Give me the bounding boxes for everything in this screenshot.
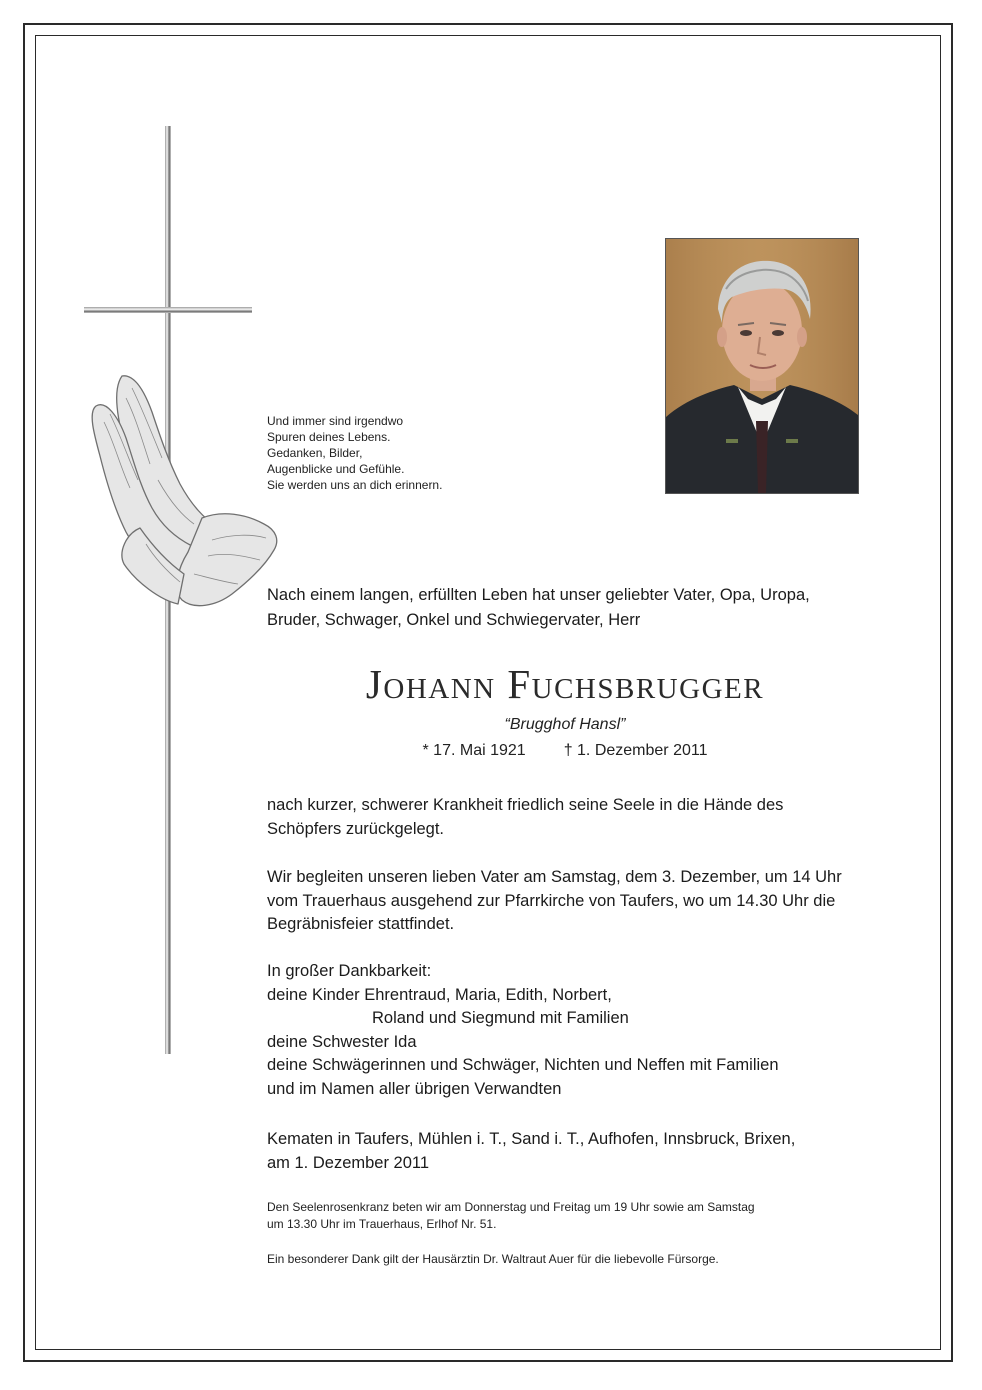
- memorial-quote: [267, 413, 567, 493]
- passage-line: Schöpfers zurückgelegt.: [267, 819, 445, 838]
- quote-line: Sie werden uns an dich erinnern.: [267, 478, 443, 492]
- praying-hands-icon: [82, 368, 282, 616]
- mourners-line: deine Kinder Ehrentraud, Maria, Edith, Norbert,: [267, 985, 612, 1004]
- mourners-line: Roland und Siegmund mit Familien: [372, 1009, 629, 1027]
- death-date: † 1. Dezember 2011: [563, 742, 708, 759]
- thanks-line: Ein besonderer Dank gilt der Hausärztin Dr. Waltraut Auer für die liebevolle Fürsorge.: [267, 1252, 719, 1266]
- deceased-name: Johann Fuchsbrugger: [365, 661, 765, 707]
- passage-line: nach kurzer, schwerer Krankheit friedlich seine Seele in die Hände des: [267, 796, 784, 814]
- birth-date: * 17. Mai 1921: [422, 742, 526, 759]
- mourners-list: [267, 960, 877, 1101]
- quote-line: Und immer sind irgendwo: [267, 414, 404, 428]
- rosary-note: [267, 1199, 867, 1233]
- place-line: am 1. Dezember 2011: [267, 1153, 430, 1172]
- cross-horizontal-bar: [84, 307, 252, 313]
- funeral-line: vom Trauerhaus ausgehend zur Pfarrkirche von Taufers, wo um 14.30 Uhr die: [267, 891, 836, 910]
- quote-line: Gedanken, Bilder,: [267, 446, 363, 460]
- intro-line: Bruder, Schwager, Onkel und Schwiegervater, Herr: [267, 611, 641, 629]
- life-dates: [250, 742, 880, 760]
- mourners-line: deine Schwägerinnen und Schwäger, Nichten und Neffen mit Familien: [267, 1056, 779, 1074]
- funeral-line: Wir begleiten unseren lieben Vater am Samstag, dem 3. Dezember, um 14 Uhr: [267, 868, 842, 886]
- rosary-line: Den Seelenrosenkranz beten wir am Donnerstag und Freitag um 19 Uhr sowie am Samstag: [267, 1200, 755, 1214]
- deceased-nickname: “Brugghof Hansl”: [504, 716, 626, 733]
- funeral-line: Begräbnisfeier stattfindet.: [267, 915, 455, 933]
- intro-line: Nach einem langen, erfüllten Leben hat unser geliebter Vater, Opa, Uropa,: [267, 586, 810, 604]
- portrait-illustration: [666, 239, 858, 493]
- place-date: [267, 1128, 877, 1175]
- place-line: Kematen in Taufers, Mühlen i. T., Sand i. T., Aufhofen, Innsbruck, Brixen,: [267, 1130, 796, 1148]
- intro-text: [267, 583, 867, 633]
- funeral-announcement: [267, 866, 877, 937]
- passage-text: [267, 794, 877, 841]
- quote-line: Augenblicke und Gefühle.: [267, 462, 405, 476]
- rosary-line: um 13.30 Uhr im Trauerhaus, Erlhof Nr. 51.: [267, 1217, 497, 1231]
- mourners-line: In großer Dankbarkeit:: [267, 962, 432, 980]
- portrait-photo: [665, 238, 859, 494]
- mourners-line: und im Namen aller übrigen Verwandten: [267, 1079, 562, 1098]
- thanks-note: [267, 1251, 867, 1268]
- mourners-line: deine Schwester Ida: [267, 1032, 417, 1051]
- quote-line: Spuren deines Lebens.: [267, 430, 391, 444]
